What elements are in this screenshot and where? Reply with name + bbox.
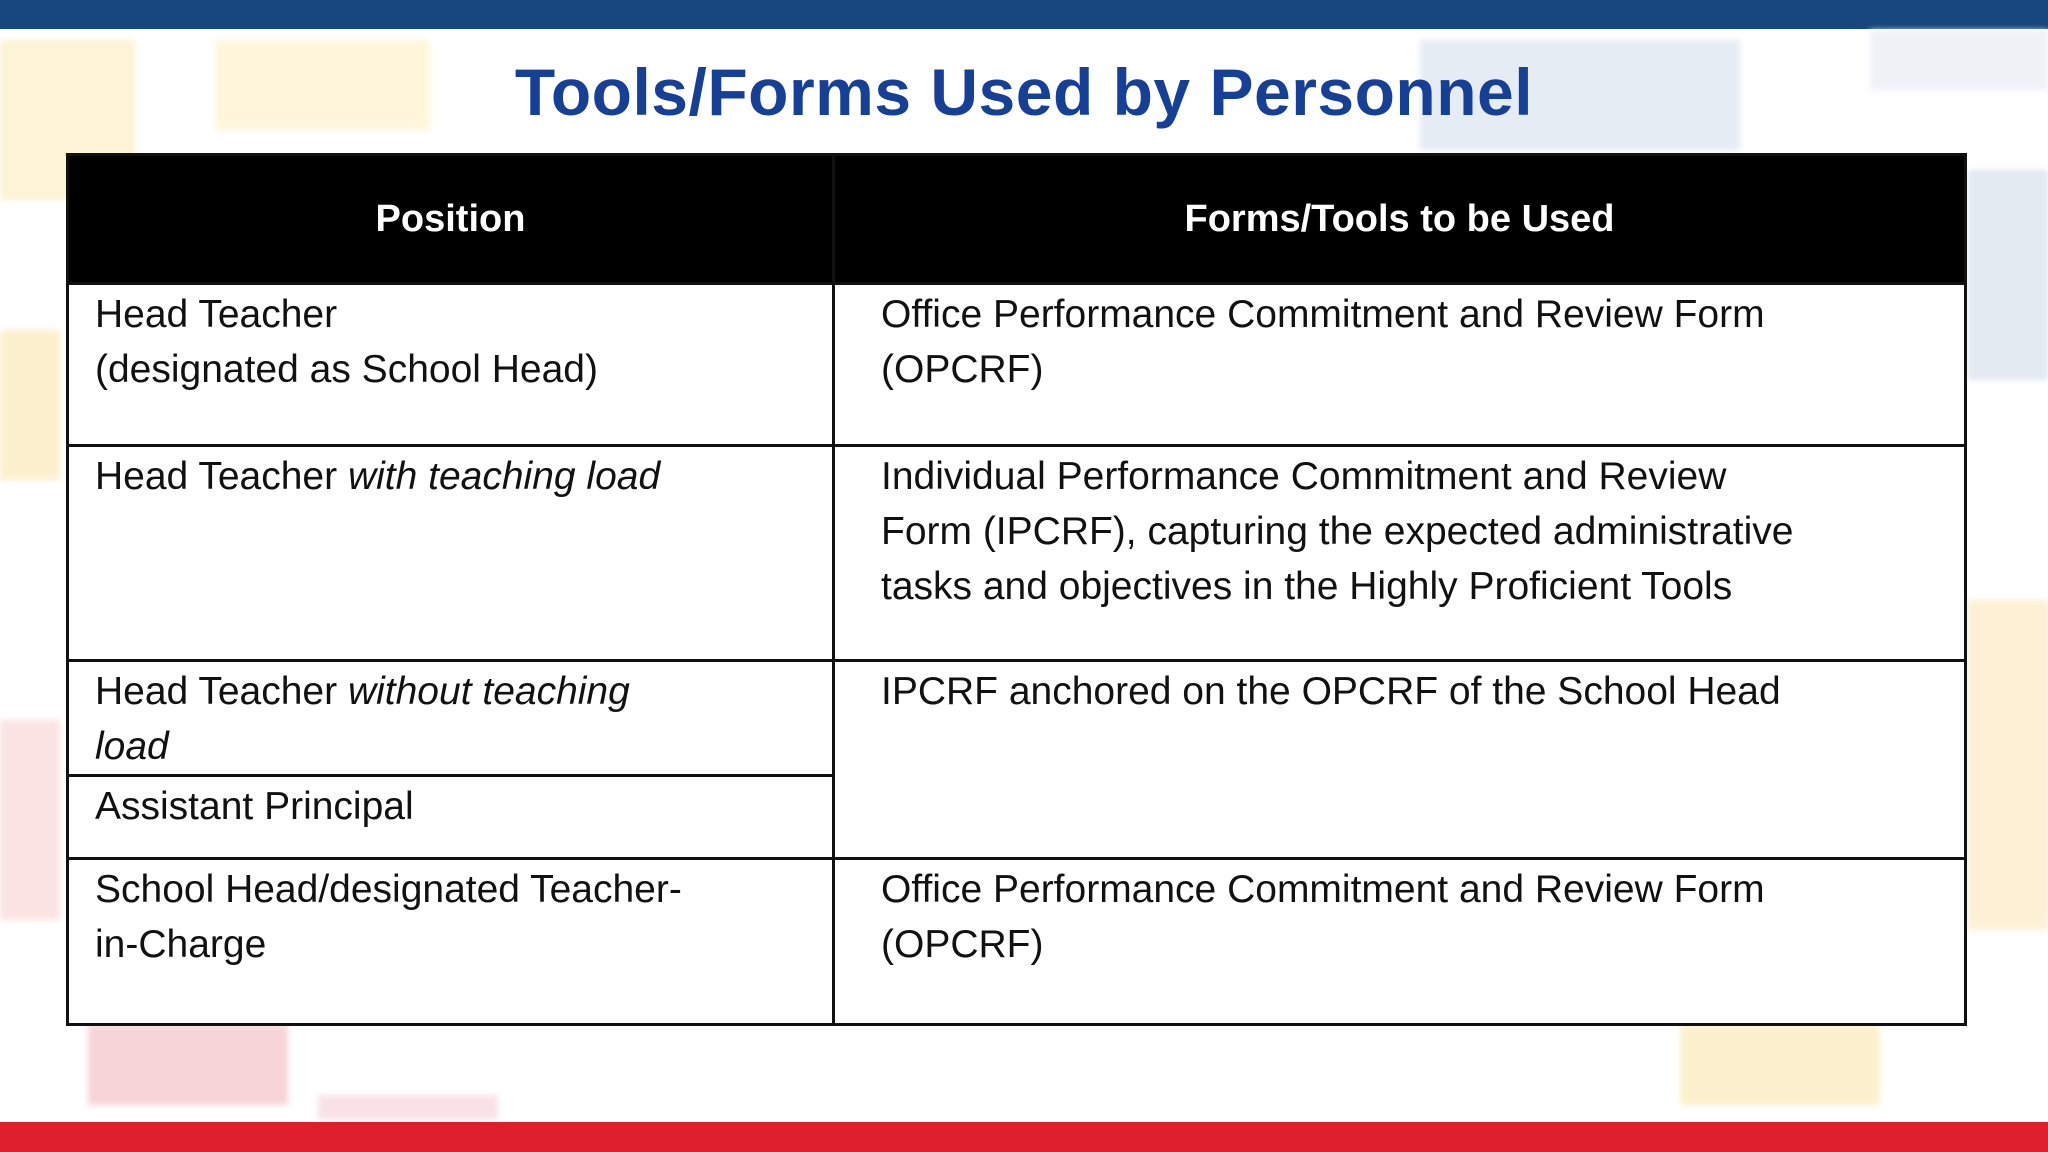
table-row (68, 859, 1966, 1025)
position-cell (68, 661, 834, 776)
personnel-forms-table (66, 153, 1967, 1026)
table-row (68, 284, 1966, 446)
forms-text: (OPCRF) (881, 348, 1044, 391)
slide-title: Tools/Forms Used by Personnel (514, 55, 1534, 129)
position-emphasis: with teaching load (347, 455, 661, 498)
table-header-row (68, 155, 1966, 284)
top-accent-bar (0, 0, 2048, 29)
decor-block (1968, 170, 2048, 380)
forms-text: Office Performance Commitment and Review Form (881, 293, 1765, 336)
table-row (68, 446, 1966, 661)
position-cell (68, 284, 834, 446)
decor-block (88, 1025, 288, 1105)
position-text: in-Charge (95, 923, 267, 966)
header-position: Position (68, 155, 834, 284)
forms-cell (834, 284, 1966, 446)
table-row (68, 661, 1966, 776)
position-text: Assistant Principal (95, 785, 414, 828)
position-text: School Head/designated Teacher- (95, 868, 682, 911)
forms-text: IPCRF anchored on the OPCRF of the School Head (881, 670, 1781, 713)
forms-text: (OPCRF) (881, 923, 1044, 966)
forms-cell (834, 859, 1966, 1025)
position-cell (68, 446, 834, 661)
position-cell (68, 776, 834, 859)
forms-text: Form (IPCRF), capturing the expected administrative (881, 510, 1794, 553)
bottom-accent-bar (0, 1122, 2048, 1152)
position-emphasis: load (95, 725, 169, 768)
position-text: Head Teacher (95, 293, 338, 336)
forms-text: Individual Performance Commitment and Review (881, 455, 1727, 498)
position-text: (designated as School Head) (95, 348, 598, 391)
position-text: Head Teacher (95, 455, 348, 498)
forms-cell (834, 661, 1966, 859)
position-text: Head Teacher (95, 670, 348, 713)
forms-cell (834, 446, 1966, 661)
header-forms-tools: Forms/Tools to be Used (834, 155, 1966, 284)
decor-block (0, 720, 60, 920)
decor-block (318, 1095, 498, 1120)
decor-block (1680, 1025, 1880, 1105)
position-emphasis: without teaching (347, 670, 630, 713)
decor-block (0, 330, 60, 480)
position-cell (68, 859, 834, 1025)
decor-block (1968, 600, 2048, 930)
forms-text: Office Performance Commitment and Review Form (881, 868, 1765, 911)
forms-text: tasks and objectives in the Highly Proficient Tools (881, 565, 1733, 608)
